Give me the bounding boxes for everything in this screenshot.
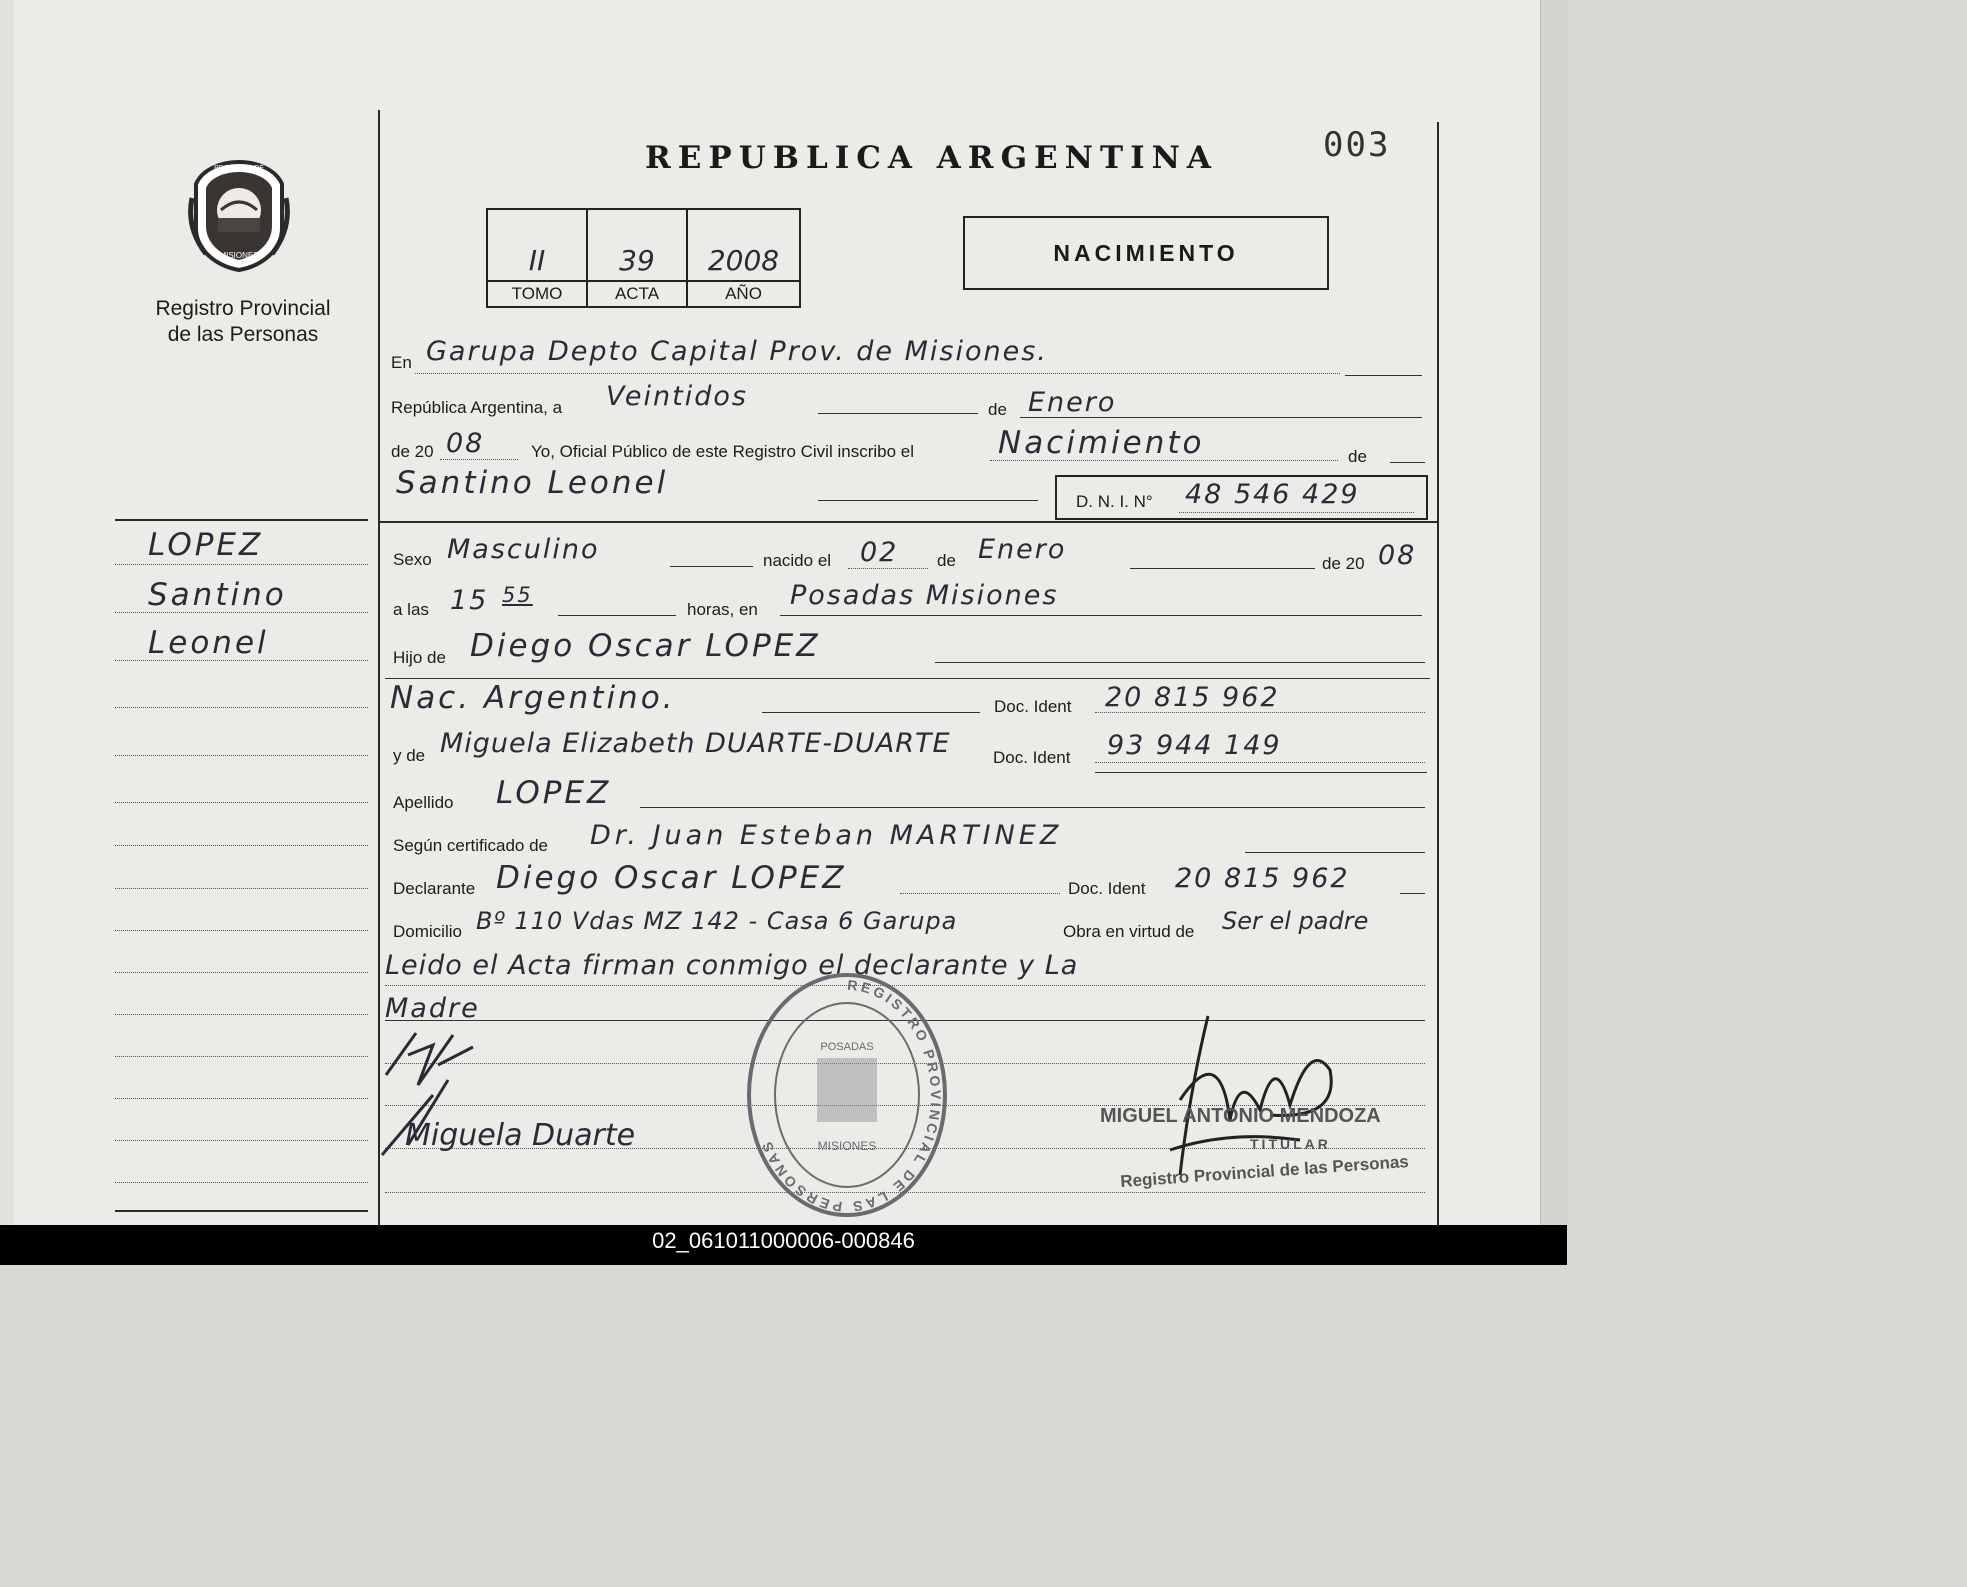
value-dia-nacimiento: 02 xyxy=(860,537,899,568)
fill-line xyxy=(1130,568,1315,569)
margin-dotted-line xyxy=(115,1098,368,1099)
fill-line xyxy=(1345,375,1422,376)
value-nacionalidad-padre: Nac. Argentino. xyxy=(390,680,676,716)
fill-line xyxy=(558,615,676,616)
dotted-line xyxy=(440,459,518,460)
label-horas-en: horas, en xyxy=(687,600,758,619)
margin-dotted-line xyxy=(115,845,368,846)
official-name: MIGUEL ANTONIO MENDOZA xyxy=(1100,1105,1381,1127)
seal-bottom-text: MISIONES xyxy=(219,251,259,260)
fill-line xyxy=(1095,772,1427,773)
value-anio-inscripcion: 08 xyxy=(446,428,485,459)
file-id-footer: 02_061011000006-000846 xyxy=(0,1225,1567,1265)
record-type-box: NACIMIENTO xyxy=(963,216,1329,290)
margin-dotted-line xyxy=(115,1140,368,1141)
official-stamp xyxy=(745,970,950,1220)
value-domicilio: Bº 110 Vdas MZ 142 - Casa 6 Garupa xyxy=(476,907,958,935)
value-nota-1: Leido el Acta firman conmigo el declarante y La xyxy=(385,950,1079,981)
margin-dotted-line xyxy=(115,755,368,756)
dotted-line xyxy=(900,893,1060,894)
official-role: TITULAR xyxy=(1250,1136,1331,1152)
value-madre: Miguela Elizabeth DUARTE-DUARTE xyxy=(440,728,951,759)
document-title: REPUBLICA ARGENTINA xyxy=(645,140,1218,176)
margin-dotted-line xyxy=(115,1182,368,1183)
acta-cell xyxy=(588,210,688,306)
value-mes-nacimiento: Enero xyxy=(978,534,1067,565)
mother-signature: Miguela Duarte xyxy=(405,1118,636,1153)
margin-dotted-line xyxy=(115,564,368,565)
registry-reference-box xyxy=(486,208,801,308)
margin-dotted-line xyxy=(115,802,368,803)
label-y-de: y de xyxy=(393,746,426,765)
value-dni: 48 546 429 xyxy=(1185,479,1360,510)
margin-given-name-2: Leonel xyxy=(148,625,269,661)
label-republica: República Argentina, a xyxy=(391,398,563,417)
label-a-las: a las xyxy=(393,600,429,619)
label-oficial: Yo, Oficial Público de este Registro Civil inscribo el xyxy=(531,442,914,461)
page-left-edge xyxy=(0,0,14,1225)
page-right-edge xyxy=(1540,0,1568,1225)
margin-dotted-line xyxy=(115,972,368,973)
tomo-label: TOMO xyxy=(511,284,563,303)
fill-line xyxy=(818,413,978,414)
fill-line xyxy=(385,678,1430,679)
fill-line xyxy=(935,662,1425,663)
value-lugar-nacimiento: Posadas Misiones xyxy=(790,580,1059,611)
label-sexo: Sexo xyxy=(393,550,432,569)
value-padre: Diego Oscar LOPEZ xyxy=(470,628,821,664)
provincial-seal-misiones-icon xyxy=(188,158,290,274)
value-mes-inscripcion: Enero xyxy=(1028,387,1117,418)
main-frame-right-border xyxy=(1437,122,1439,1225)
value-nota-2: Madre xyxy=(385,993,480,1024)
fill-line xyxy=(762,712,980,713)
value-obra-en-virtud: Ser el padre xyxy=(1222,907,1369,935)
value-minutos: 55 xyxy=(502,583,533,607)
tomo-cell xyxy=(488,210,588,306)
serial-number: 003 xyxy=(1323,125,1391,165)
label-en: En xyxy=(391,353,412,372)
fill-line xyxy=(1390,462,1425,463)
anio-cell xyxy=(688,210,799,306)
value-doc-madre: 93 944 149 xyxy=(1107,730,1282,761)
margin-dotted-line xyxy=(115,1056,368,1057)
acta-value: 39 xyxy=(619,244,655,277)
dotted-line xyxy=(1095,712,1425,713)
label-doc-ident-3: Doc. Ident xyxy=(1068,879,1146,898)
anio-value: 2008 xyxy=(707,244,780,277)
value-apellido: LOPEZ xyxy=(496,775,612,811)
value-certificado: Dr. Juan Esteban MARTINEZ xyxy=(590,820,1063,851)
fill-line xyxy=(670,566,753,567)
margin-surname: LOPEZ xyxy=(148,527,264,563)
fill-line xyxy=(1400,893,1425,894)
seal-top-text: PROVINCIA DE xyxy=(214,165,264,172)
official-office: Registro Provincial de las Personas xyxy=(1119,1151,1410,1192)
dotted-line xyxy=(1095,762,1425,763)
value-doc-padre: 20 815 962 xyxy=(1105,682,1280,713)
dotted-line xyxy=(415,373,1340,374)
stamp-inner-text: MISIONES xyxy=(817,1139,877,1153)
fill-line xyxy=(818,500,1038,501)
stamp-ring-text: REGISTRO PROVINCIAL DE LAS PERSONAS xyxy=(757,976,944,1216)
tomo-value: II xyxy=(528,244,546,277)
label-de: de xyxy=(988,400,1007,419)
dotted-line xyxy=(848,568,928,569)
acta-label: ACTA xyxy=(614,284,660,303)
stamp-inner-top: POSADAS xyxy=(820,1041,874,1053)
fill-line xyxy=(780,615,1422,616)
margin-dotted-line xyxy=(115,707,368,708)
value-dia-inscripcion: Veintidos xyxy=(606,381,748,412)
label-de-20: de 20 xyxy=(391,442,434,461)
dotted-line xyxy=(990,460,1338,461)
margin-given-name-1: Santino xyxy=(148,577,287,613)
label-de-2: de xyxy=(1348,447,1367,466)
label-doc-ident-2: Doc. Ident xyxy=(993,748,1071,767)
value-hora: 15 xyxy=(450,585,489,616)
value-declarante: Diego Oscar LOPEZ xyxy=(496,860,847,896)
margin-dotted-line xyxy=(115,930,368,931)
value-anio-nacimiento: 08 xyxy=(1378,540,1417,571)
margin-dotted-line xyxy=(115,1014,368,1015)
label-hijo-de: Hijo de xyxy=(393,648,446,667)
margin-dotted-line xyxy=(115,888,368,889)
dni-box xyxy=(1055,475,1428,520)
margin-dotted-line xyxy=(115,660,368,661)
value-nombre: Santino Leonel xyxy=(396,465,669,501)
value-doc-declarante: 20 815 962 xyxy=(1175,863,1350,894)
label-apellido: Apellido xyxy=(393,793,454,812)
label-domicilio: Domicilio xyxy=(393,922,462,941)
label-de-3: de xyxy=(937,551,956,570)
label-nacido-el: nacido el xyxy=(763,551,832,570)
value-sexo: Masculino xyxy=(447,534,600,565)
label-doc-ident-1: Doc. Ident xyxy=(994,697,1072,716)
label-de-20-b: de 20 xyxy=(1322,554,1365,573)
body-top-rule xyxy=(378,521,1437,523)
label-segun: Según certificado de xyxy=(393,836,548,855)
registry-office-name xyxy=(118,296,368,348)
label-declarante: Declarante xyxy=(393,879,476,898)
fill-line xyxy=(640,807,1425,808)
value-lugar: Garupa Depto Capital Prov. de Misiones. xyxy=(426,336,1048,367)
margin-dotted-line xyxy=(115,612,368,613)
fill-line xyxy=(1245,852,1425,853)
fill-line xyxy=(1020,417,1422,418)
margin-bottom-rule xyxy=(115,1210,368,1212)
anio-label: AÑO xyxy=(725,284,762,303)
label-dni: D. N. I. N° xyxy=(1076,492,1153,511)
margin-top-rule xyxy=(115,519,368,521)
value-tipo: Nacimiento xyxy=(998,425,1205,461)
registry-name-line2: de las Personas xyxy=(167,323,319,346)
registry-name-line1: Registro Provincial xyxy=(155,297,331,320)
dotted-line xyxy=(1179,512,1414,513)
label-obra: Obra en virtud de xyxy=(1063,922,1195,941)
